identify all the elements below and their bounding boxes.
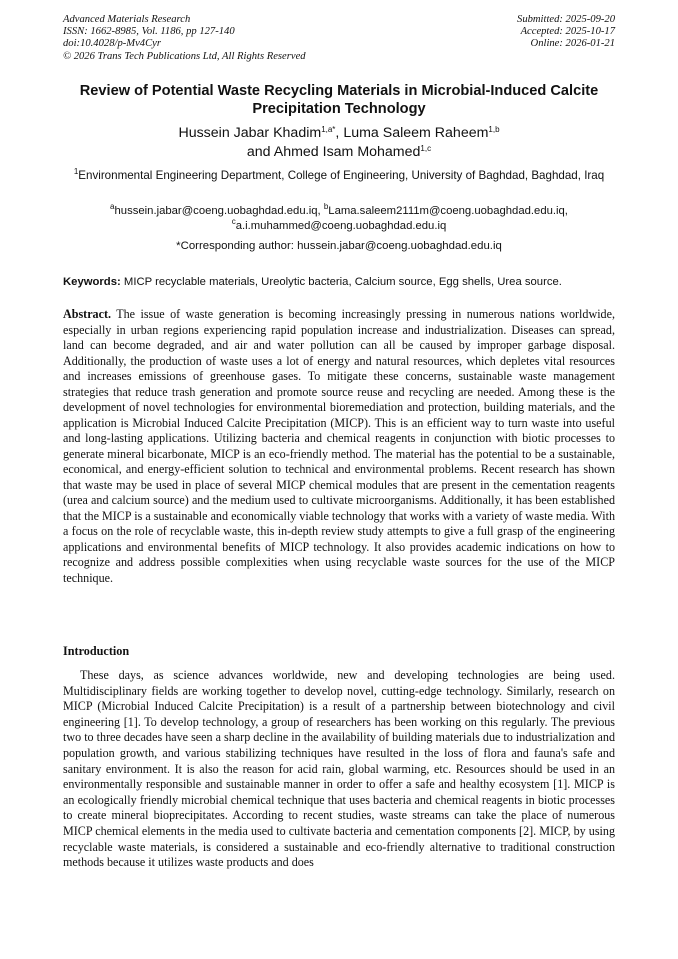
copyright-line: © 2026 Trans Tech Publications Ltd, All Rights Reserved [63, 50, 306, 62]
issn-line: ISSN: 1662-8985, Vol. 1186, pp 127-140 [63, 26, 235, 38]
corresponding-author: *Corresponding author: hussein.jabar@coeng.uobaghdad.edu.iq [176, 240, 502, 252]
abstract-label: Abstract. [63, 307, 112, 321]
author-sup: 1,c [420, 144, 432, 153]
affiliation-sup: 1 [73, 167, 79, 176]
affiliation [63, 168, 615, 183]
email-sup: c [231, 217, 236, 226]
journal-name: Advanced Materials Research [63, 14, 191, 25]
keywords-label: Keywords: [63, 276, 121, 288]
accepted-date: Accepted: 2025-10-17 [520, 26, 615, 38]
dates-meta [517, 14, 615, 51]
author-list: Hussein Jabar Khadim$^{1,a*}$, Luma Saleem Raheem$^{1,b}$ and Ahmed Isam Mohamed$^{1,c}$ [178, 125, 500, 160]
email-link[interactable]: hussein.jabar@coeng.uobaghdad.edu.iq, [114, 205, 321, 217]
author-name: and Ahmed Isam Mohamed [246, 144, 421, 160]
journal-meta [63, 14, 306, 63]
email-sup: b [323, 202, 329, 211]
affiliation-text: Environmental Engineering Department, College of Engineering, University of Baghdad, Baghdad, Iraq [78, 169, 605, 182]
intro-paragraph: These days, as science advances worldwide, new and developing technologies are being used. Multidisciplinary fields are working together to develop novel, cutting-edge technology. Similarly, research on MICP (Microbial Induced Calcite Precipitation) is a result of a partnership between biotechnology and civil engineering [1]. To develop technology, a group of researchers has been working on this regularly. The previous two to three decades have seen a sharp decline in the availability of building materials due to industrialization and population growth, and various stabilizing techniques have resulted in the loss of flora and fauna's safe and sanitary environment. It is also the reason for acid rain, global warming, etc. Resources should be used in an environmentally responsible and sustainable manner in order to offer a safe and healthy ecosystem [1]. MICP is an ecologically friendly microbial chemical technique that uses bacteria and chemical reagents in biotic processes to create mineral bioprecipitates. According to recent studies, waste streams can take the place of numerous MICP chemical elements in the media used to cultivate bacteria and cementation components [2]. MICP, by using recyclable waste materials, is considered a sustainable and eco-friendly alternative to traditional construction methods because it utilizes waste products and does [63, 668, 615, 870]
abstract-text: The issue of waste generation is becoming increasingly pressing in numerous nations worldwide, especially in urban regions experiencing rapid population increase and industrialization. Diseases can spread, land can become degraded, and air and water pollution can all be caused by improper garbage disposal. Additionally, the production of waste uses a lot of energy and natural resources, which depletes vital resources and increases emissions of greenhouse gases. To mitigate these concerns, sustainable waste management strategies that reduce trash generation and promote source reuse and recycling are needed. Among these is the development of novel technologies for environmental bioremediation and protection, building materials, and the application is Microbial Induced Calcite Precipitation (MICP). This is an efficient way to turn waste into useful and long-lasting applications. Utilizing bacteria and chemical reagents in conjunction with biotic processes to generate mineral bicarbonate, MICP is an eco-friendly method. The material has the potential to be a sustainable, economical, and energy-efficient solution to technical and environmental problems. Recent research has shown that waste may be used in place of several MICP chemical modules that are present in the cementation reagents (urea and calcium source) and the medium used to cultivate microorganisms. Additionally, it has been established that the MICP is a sustainable and economically viable technology that works with a variety of waste media. With a focus on the role of recyclable waste, this in-depth review study attempts to give a full grasp of the engineering applications and environmental benefits of MICP technology. It also provides academic indications on how to recognize and address possible complexities when using recyclable waste sources for the use of the MICP technique. [63, 307, 615, 585]
submitted-date: Submitted: 2025-09-20 [517, 14, 615, 25]
abstract [63, 307, 615, 586]
keywords [63, 275, 623, 290]
email-link[interactable]: Lama.saleem2111m@coeng.uobaghdad.edu.iq, [328, 205, 568, 217]
author-name: Hussein Jabar Khadim [178, 125, 322, 141]
email-sup: a [110, 202, 115, 211]
author-name: Luma Saleem Raheem [343, 125, 489, 141]
paper-title: Review of Potential Waste Recycling Materials in Microbial-Induced Calcite Precipitation Technology [79, 83, 599, 117]
online-date: Online: 2026-01-21 [530, 38, 615, 50]
email-link[interactable]: a.i.muhammed@coeng.uobaghdad.edu.iq [235, 220, 447, 232]
author-sup: 1,a* [321, 125, 336, 134]
author-emails [63, 204, 615, 234]
section-heading: Introduction [63, 644, 130, 658]
keywords-text: MICP recyclable materials, Ureolytic bacteria, Calcium source, Egg shells, Urea source. [123, 276, 562, 288]
author-sup: 1,b [488, 125, 500, 134]
doi-line: doi:10.4028/p-Mv4Cyr [63, 38, 161, 50]
